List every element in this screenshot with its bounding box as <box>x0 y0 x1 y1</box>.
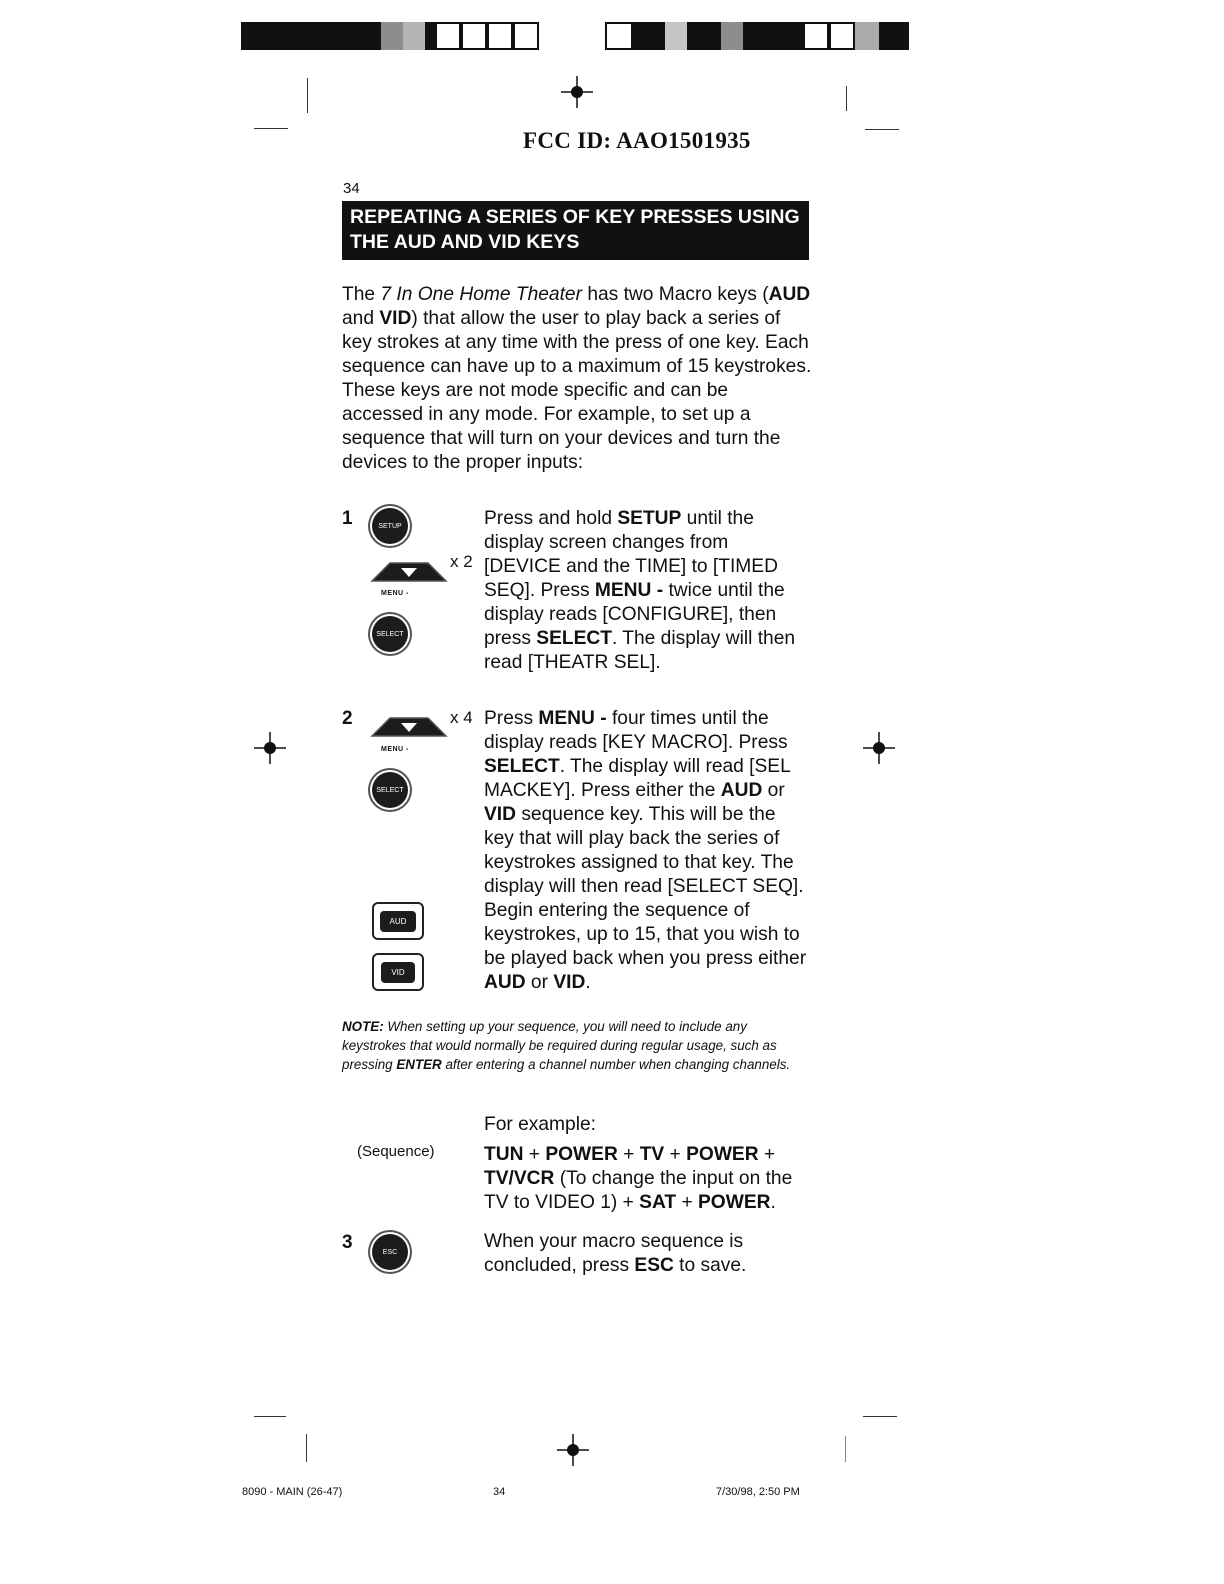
step-text: until the display screen changes from [DEVICE and the TIME] to [TIMED SEQ]. Press <box>484 508 778 601</box>
plus-sign: + <box>617 1144 640 1165</box>
select-button-icon <box>372 616 408 652</box>
step-text: to save. <box>673 1255 747 1276</box>
plus-sign: + <box>758 1144 776 1165</box>
step-text: . The display will then read [THEATR SEL]. <box>484 628 796 673</box>
key-name: SELECT <box>536 628 612 649</box>
setup-button-label: SETUP <box>378 522 402 530</box>
step-text: . The display will read [SEL MACKEY]. Press either the <box>484 756 791 801</box>
step-text: When your macro sequence is concluded, press <box>484 1231 744 1276</box>
crop-mark <box>306 1434 307 1462</box>
key-name: ENTER <box>396 1057 442 1072</box>
crop-mark <box>254 1416 286 1417</box>
registration-bar-right <box>605 22 909 50</box>
page-number: 34 <box>343 180 360 197</box>
key-name: POWER <box>697 1192 771 1213</box>
step-3-text <box>484 1230 804 1278</box>
note-text: When setting up your sequence, you will need to include any keystrokes that would normally be required during regular usage, such as pressing <box>342 1019 777 1072</box>
example-text: (To change the input on the TV to VIDEO 1) + <box>484 1168 793 1213</box>
key-name: SETUP <box>617 508 682 529</box>
step-2-text <box>484 707 809 995</box>
crop-mark <box>845 1436 846 1462</box>
vid-key-name: VID <box>379 308 412 329</box>
step-text: or <box>762 780 785 801</box>
menu-minus-label: MENU - <box>381 590 409 597</box>
key-name: ESC <box>634 1255 674 1276</box>
footer-job-info: 8090 - MAIN (26-47) <box>242 1486 343 1498</box>
registration-target-icon <box>254 732 286 764</box>
step-number: 1 <box>342 508 353 529</box>
vid-button-label: VID <box>381 962 414 983</box>
fcc-id: FCC ID: AAO1501935 <box>523 128 751 153</box>
step-1-text <box>484 507 804 675</box>
section-title <box>342 201 809 260</box>
esc-button-icon <box>372 1234 408 1270</box>
example-sequence <box>484 1143 809 1215</box>
aud-button-icon <box>372 902 424 940</box>
step-number: 3 <box>342 1232 353 1253</box>
step-text: twice until the display reads [CONFIGURE], then press <box>484 580 785 649</box>
footer-page-number: 34 <box>493 1486 506 1498</box>
key-name: MENU - <box>594 580 664 601</box>
select-button-icon <box>372 772 408 808</box>
intro-text: The <box>342 284 381 305</box>
key-name: SELECT <box>484 756 560 777</box>
plus-sign: + <box>676 1192 698 1213</box>
step-text: Press <box>484 708 539 729</box>
step-number: 2 <box>342 708 353 729</box>
key-name: TV/VCR <box>484 1168 555 1189</box>
section-title-line2: THE AUD AND VID KEYS <box>350 231 580 253</box>
example-intro: For example: <box>484 1114 596 1135</box>
note-paragraph <box>342 1017 812 1074</box>
step-text: four times until the display reads [KEY MACRO]. Press <box>484 708 788 753</box>
registration-target-icon <box>557 1434 589 1466</box>
sequence-label: (Sequence) <box>357 1143 435 1160</box>
key-name: AUD <box>484 972 526 993</box>
key-name: VID <box>484 804 516 825</box>
note-text: after entering a channel number when changing channels. <box>441 1057 791 1072</box>
crop-mark <box>865 129 899 130</box>
crop-mark <box>863 1416 897 1417</box>
crop-mark <box>307 78 308 113</box>
crop-mark <box>254 128 288 129</box>
key-name: TV <box>639 1144 665 1165</box>
product-name: 7 In One Home Theater <box>380 284 582 305</box>
footer-timestamp: 7/30/98, 2:50 PM <box>716 1486 800 1498</box>
menu-minus-label: MENU - <box>381 746 409 753</box>
step-text: . <box>585 972 591 993</box>
select-button-label: SELECT <box>376 630 404 638</box>
registration-target-icon <box>863 732 895 764</box>
crop-mark <box>846 86 847 111</box>
vid-button-icon <box>372 953 424 991</box>
step-text: sequence key. This will be the key that will play back the series of keystrokes assigned to that key. The display will then read [SELECT SEQ]. Begin entering the sequence of keystrokes, up to 15, that you wish to be played back when you press either <box>484 804 807 969</box>
esc-button-label: ESC <box>382 1248 398 1256</box>
section-title-line1: REPEATING A SERIES OF KEY PRESSES USING <box>350 206 800 228</box>
note-label: NOTE: <box>342 1019 384 1034</box>
key-name: SAT <box>639 1192 677 1213</box>
key-name: POWER <box>545 1144 618 1165</box>
aud-button-label: AUD <box>380 911 417 932</box>
aud-key-name: AUD <box>768 284 811 305</box>
intro-paragraph <box>342 283 812 475</box>
key-name: POWER <box>686 1144 759 1165</box>
key-name: TUN <box>484 1144 524 1165</box>
example-text: . <box>770 1192 776 1213</box>
select-button-label: SELECT <box>376 786 404 794</box>
registration-target-icon <box>561 76 593 108</box>
key-name: VID <box>553 972 586 993</box>
step-text: Press and hold <box>484 508 618 529</box>
step-text: or <box>525 972 554 993</box>
setup-button-icon <box>372 508 408 544</box>
menu-down-button-icon <box>368 712 450 742</box>
press-count: x 2 <box>450 552 473 571</box>
press-count: x 4 <box>450 708 473 727</box>
registration-bar-left <box>241 22 539 50</box>
key-name: MENU - <box>538 708 607 729</box>
intro-text: and <box>342 308 380 329</box>
key-name: AUD <box>720 780 763 801</box>
plus-sign: + <box>523 1144 546 1165</box>
menu-down-button-icon <box>368 557 450 587</box>
plus-sign: + <box>664 1144 687 1165</box>
intro-text: has two Macro keys ( <box>581 284 769 305</box>
intro-text: ) that allow the user to play back a series of key strokes at any time with the press of one key. Each sequence can have up to a maximum of 15 keystrokes. These keys are not mode specific and can be accessed in any mode. For example, to set up a sequence that will turn on your devices and turn the devices to the proper inputs: <box>342 308 812 473</box>
